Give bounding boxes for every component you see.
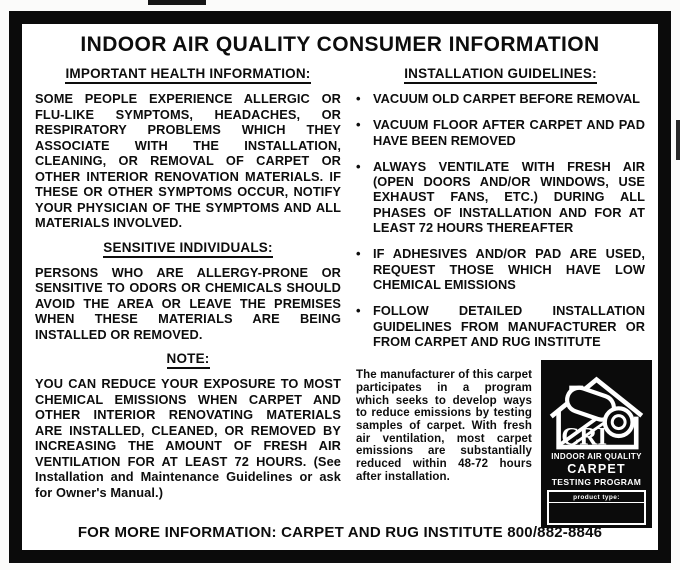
more-information-footer: FOR MORE INFORMATION: CARPET AND RUG INSTITUTE 800/882-8846	[77, 524, 603, 541]
list-item	[356, 303, 645, 349]
section-heading-health-text: IMPORTANT HEALTH INFORMATION:	[65, 66, 310, 84]
bullet-text: VACUUM OLD CARPET BEFORE REMOVAL	[373, 91, 641, 106]
cri-acronym: CRI	[561, 423, 608, 450]
badge-line-indoor-air-quality: INDOOR AIR QUALITY	[551, 452, 642, 461]
cri-testing-program-badge	[541, 360, 652, 528]
product-type-box	[547, 490, 646, 525]
list-item	[356, 246, 645, 292]
list-item	[356, 91, 645, 106]
bullet-icon: •	[356, 303, 361, 319]
section-heading-sensitive-text: SENSITIVE INDIVIDUALS:	[103, 240, 272, 258]
testing-program-paragraph: The manufacturer of this carpet participates in a program which seeks to develop ways to reduce emissions by testing samples of carpet. With fresh air ventilation, most carpet emissions are substantially reduced within 48-72 hours after installation.	[356, 369, 532, 483]
section-heading-note	[35, 351, 341, 369]
page-title: INDOOR AIR QUALITY CONSUMER INFORMATION	[80, 33, 600, 56]
program-row	[356, 360, 645, 528]
cri-house-carpet-logo-icon	[545, 363, 648, 450]
bullet-icon: •	[356, 117, 361, 133]
section-heading-health	[35, 66, 341, 84]
bullet-icon: •	[356, 158, 361, 174]
sensitive-individuals-paragraph: PERSONS WHO ARE ALLERGY-PRONE OR SENSITIVE TO ODORS OR CHEMICALS SHOULD AVOID THE AREA OR LEAVE THE PREMISES WHEN THESE MATERIALS ARE BEING INSTALLED OR REMOVED.	[35, 264, 341, 342]
section-heading-installation-text: INSTALLATION GUIDELINES:	[404, 66, 597, 84]
label-frame	[9, 11, 671, 563]
left-column	[35, 64, 341, 528]
bullet-icon: •	[356, 91, 361, 106]
bullet-text: IF ADHESIVES AND/OR PAD ARE USED, REQUEST THOSE WHICH HAVE LOW CHEMICAL EMISSIONS	[373, 246, 645, 292]
list-item	[356, 117, 645, 148]
bullet-icon: •	[356, 246, 361, 262]
section-heading-sensitive	[35, 240, 341, 258]
list-item	[356, 159, 645, 235]
bullet-text: FOLLOW DETAILED INSTALLATION GUIDELINES FROM MANUFACTURER OR FROM CARPET AND RUG INSTITUTE	[373, 303, 645, 349]
badge-line-testing-program: TESTING PROGRAM	[551, 477, 642, 487]
right-column	[356, 64, 645, 528]
badge-line-carpet: CARPET	[567, 462, 626, 476]
bullet-text: ALWAYS VENTILATE WITH FRESH AIR (OPEN DOORS AND/OR WINDOWS, USE EXHAUST FANS, ETC.) DURING ALL PHASES OF INSTALLATION AND FOR AT LEAST 72 HOURS THEREAFTER	[373, 158, 645, 236]
product-type-label: product type:	[549, 492, 644, 503]
bullet-text: VACUUM FLOOR AFTER CARPET AND PAD HAVE BEEN REMOVED	[373, 117, 645, 148]
installation-guidelines-list	[356, 91, 645, 349]
content-columns	[35, 64, 645, 528]
note-paragraph: YOU CAN REDUCE YOUR EXPOSURE TO MOST CHEMICAL EMISSIONS WHEN CARPET AND OTHER INTERIOR RENOVATING MATERIALS ARE INSTALLED, CLEANED, OR REMOVED BY INCREASING THE AMOUNT OF FRESH AIR VENTILATION FOR AT LEAST 72 HOURS. (See Installation and Maintenance Guidelines or ask for Owner's Manual.)	[35, 376, 341, 500]
health-information-paragraph: SOME PEOPLE EXPERIENCE ALLERGIC OR FLU-LIKE SYMPTOMS, HEADACHES, OR RESPIRATORY PROBLEMS WHICH THEY ASSOCIATE WITH THE INSTALLATION, CLEANING, OR REMOVAL OF CARPET OR OTHER INTERIOR RENOVATION MATERIALS. IF THESE OR OTHER SYMPTOMS OCCUR, NOTIFY YOUR PHYSICIAN OF THE SYMPTOMS AND ALL MATERIALS INVOLVED.	[35, 91, 341, 230]
scan-artifact	[676, 120, 680, 160]
section-heading-installation	[356, 66, 645, 84]
section-heading-note-text: NOTE:	[167, 351, 210, 369]
scan-artifact	[148, 0, 206, 5]
